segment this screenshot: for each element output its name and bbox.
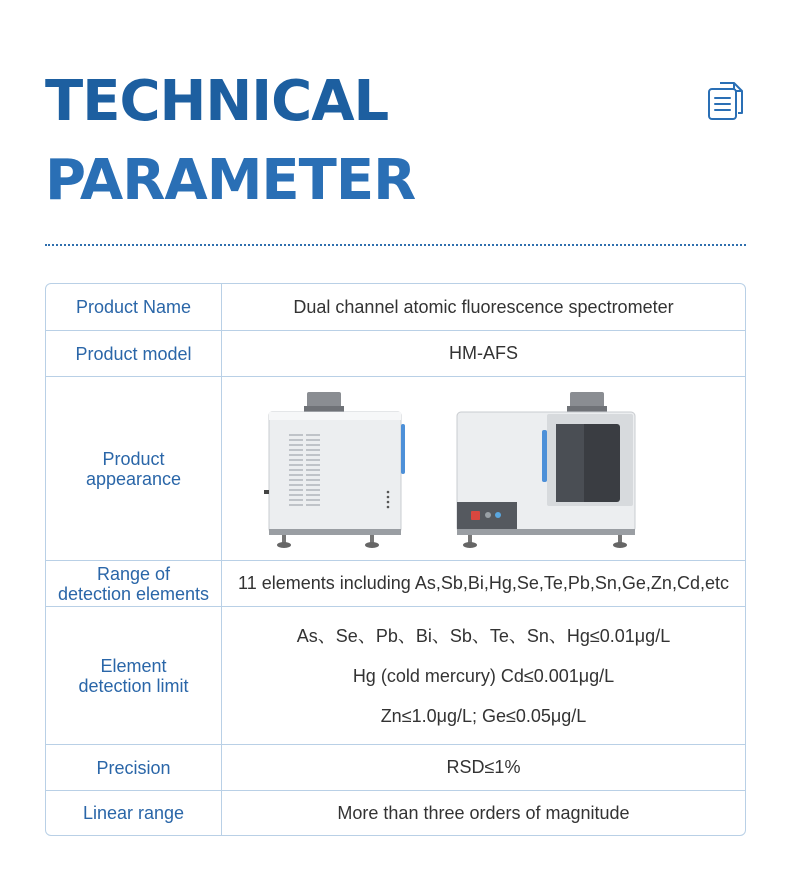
table-row-product-model	[46, 330, 745, 376]
row-label: Product appearance	[46, 377, 222, 560]
row-value: More than three orders of magnitude	[337, 802, 630, 823]
row-value: HM-AFS	[449, 343, 518, 363]
row-value: RSD≤1%	[446, 757, 521, 777]
title-divider	[45, 244, 746, 246]
detection-limit-line: Zn≤1.0μg/L; Ge≤0.05μg/L	[380, 705, 587, 726]
document-icon	[705, 80, 747, 122]
detection-limit-line: As、Se、Pb、Bi、Sb、Te、Sn、Hg≤0.01μg/L	[296, 625, 671, 646]
table-row-precision	[46, 744, 745, 790]
row-value: 11 elements including As,Sb,Bi,Hg,Se,Te,Pb,Sn,Ge,Zn,Cd,etc	[238, 573, 729, 593]
row-value: Dual channel atomic fluorescence spectrometer	[293, 296, 674, 317]
row-label: Product Name	[46, 284, 222, 330]
row-label: Linear range	[46, 791, 222, 835]
page-title-line-1: TECHNICAL	[45, 69, 389, 134]
table-row-product-appearance	[46, 376, 745, 560]
spectrometer-side-view	[264, 392, 405, 548]
spectrometer-front-view	[457, 392, 635, 548]
row-label: Product model	[46, 331, 222, 376]
row-label: Precision	[46, 745, 222, 790]
table-row-product-name	[46, 284, 745, 330]
row-value	[222, 607, 745, 744]
spectrometer-illustration	[254, 384, 714, 554]
detection-limit-line: Hg (cold mercury) Cd≤0.001μg/L	[352, 665, 615, 686]
table-row-detection-limit	[46, 606, 745, 744]
table-row-linear-range	[46, 790, 745, 835]
table-row-detection-range	[46, 560, 745, 606]
row-label: Range of detection elements	[46, 561, 222, 606]
product-images	[222, 377, 745, 560]
spec-table	[45, 283, 746, 836]
row-label: Element detection limit	[46, 607, 222, 744]
page-title-line-2: PARAMETER	[45, 148, 416, 213]
